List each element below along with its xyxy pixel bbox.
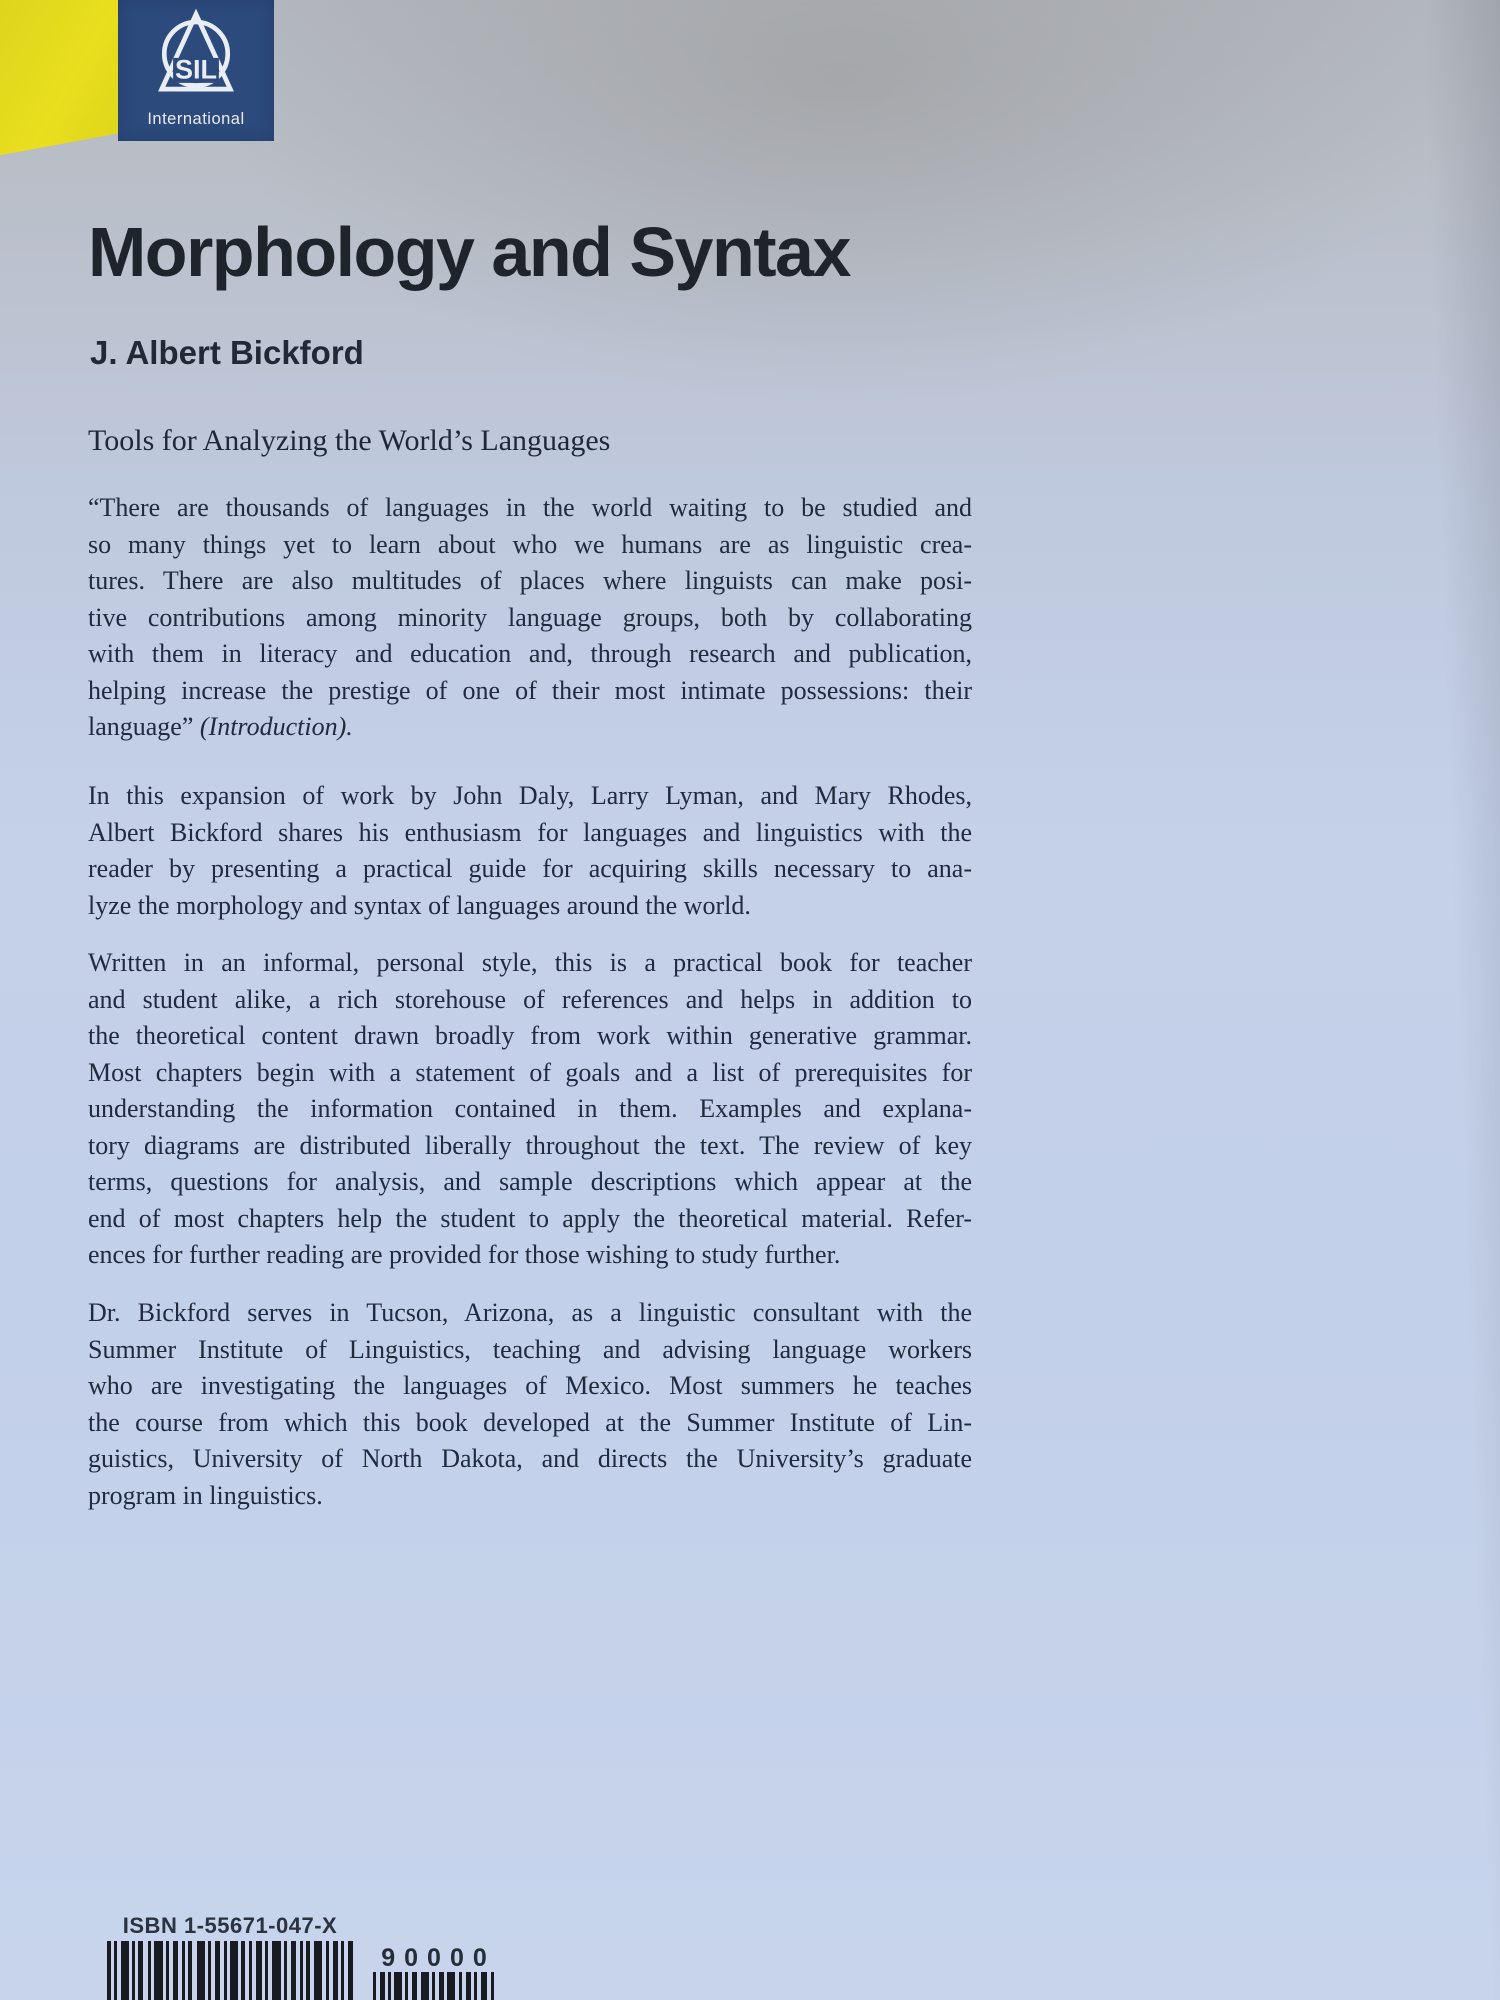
paragraph-line: understanding the information contained in them. Examples and explana- (88, 1094, 972, 1123)
paragraph-line: Summer Institute of Linguistics, teaching and advising language workers (88, 1334, 972, 1364)
paragraph-line: helping increase the prestige of one of their most intimate possessions: their (88, 675, 972, 705)
book-author: J. Albert Bickford (90, 334, 364, 371)
paragraph-line: tive contributions among minority language groups, both by collaborating (88, 602, 972, 632)
book-title: Morphology and Syntax (88, 213, 850, 291)
paragraph-line: “There are thousands of languages in the world waiting to be studied and (88, 493, 972, 522)
paragraph-line: tory diagrams are distributed liberally throughout the text. The review of key (88, 1130, 972, 1160)
paragraph-line: who are investigating the languages of Mexico. Most summers he teaches (88, 1371, 972, 1400)
paragraph-line: with them in literacy and education and, through research and publication, (88, 639, 972, 668)
paragraph-line: Albert Bickford shares his enthusiasm for languages and linguistics with the (88, 817, 972, 847)
paragraph-line: reader by presenting a practical guide for acquiring skills necessary to ana- (88, 854, 972, 883)
paragraph-line: lyze the morphology and syntax of languages around the world. (88, 890, 751, 920)
paragraph-line: In this expansion of work by John Daly, Larry Lyman, and Mary Rhodes, (88, 781, 972, 810)
paragraph-line: the theoretical content drawn broadly from work within generative grammar. (88, 1021, 972, 1050)
isbn-barcode (107, 1941, 353, 2000)
barcode-addon (373, 1972, 495, 2000)
paragraph-line: Written in an informal, personal style, this is a practical book for teacher (88, 948, 972, 977)
sil-logo-caption: International (147, 110, 245, 128)
paragraph-line: tures. There are also multitudes of places where linguists can make posi- (88, 566, 972, 595)
paragraph-line: Most chapters begin with a statement of goals and a list of prerequisites for (88, 1057, 972, 1087)
paragraph-line: Dr. Bickford serves in Tucson, Arizona, as a linguistic consultant with the (88, 1298, 972, 1327)
blurb-paragraph (88, 778, 972, 924)
blurb-paragraph (88, 1295, 972, 1514)
paragraph-line: and student alike, a rich storehouse of references and helps in addition to (88, 984, 972, 1014)
paragraph-line: language” (Introduction). (88, 712, 353, 741)
paragraph-line: terms, questions for analysis, and sample descriptions which appear at the (88, 1167, 972, 1196)
paragraph-line: guistics, University of North Dakota, and directs the University’s graduate (88, 1444, 972, 1473)
paragraph-line: the course from which this book developed at the Summer Institute of Lin- (88, 1407, 972, 1437)
book-subtitle: Tools for Analyzing the World’s Languages (88, 424, 611, 457)
barcode-addon-digits: 90000 (381, 1944, 496, 1972)
paragraph-line: end of most chapters help the student to apply the theoretical material. Refer- (88, 1203, 972, 1233)
paragraph-line: so many things yet to learn about who we humans are as linguistic crea- (88, 529, 972, 559)
blurb-paragraph (88, 490, 972, 746)
paragraph-line: program in linguistics. (88, 1480, 323, 1510)
blurb-paragraph (88, 945, 972, 1274)
sil-logo-text: SIL (174, 54, 218, 85)
paragraph-line: ences for further reading are provided for those wishing to study further. (88, 1240, 841, 1269)
back-cover-blurb (88, 0, 972, 1600)
isbn-text: ISBN 1-55671-047-X (122, 1913, 338, 1938)
